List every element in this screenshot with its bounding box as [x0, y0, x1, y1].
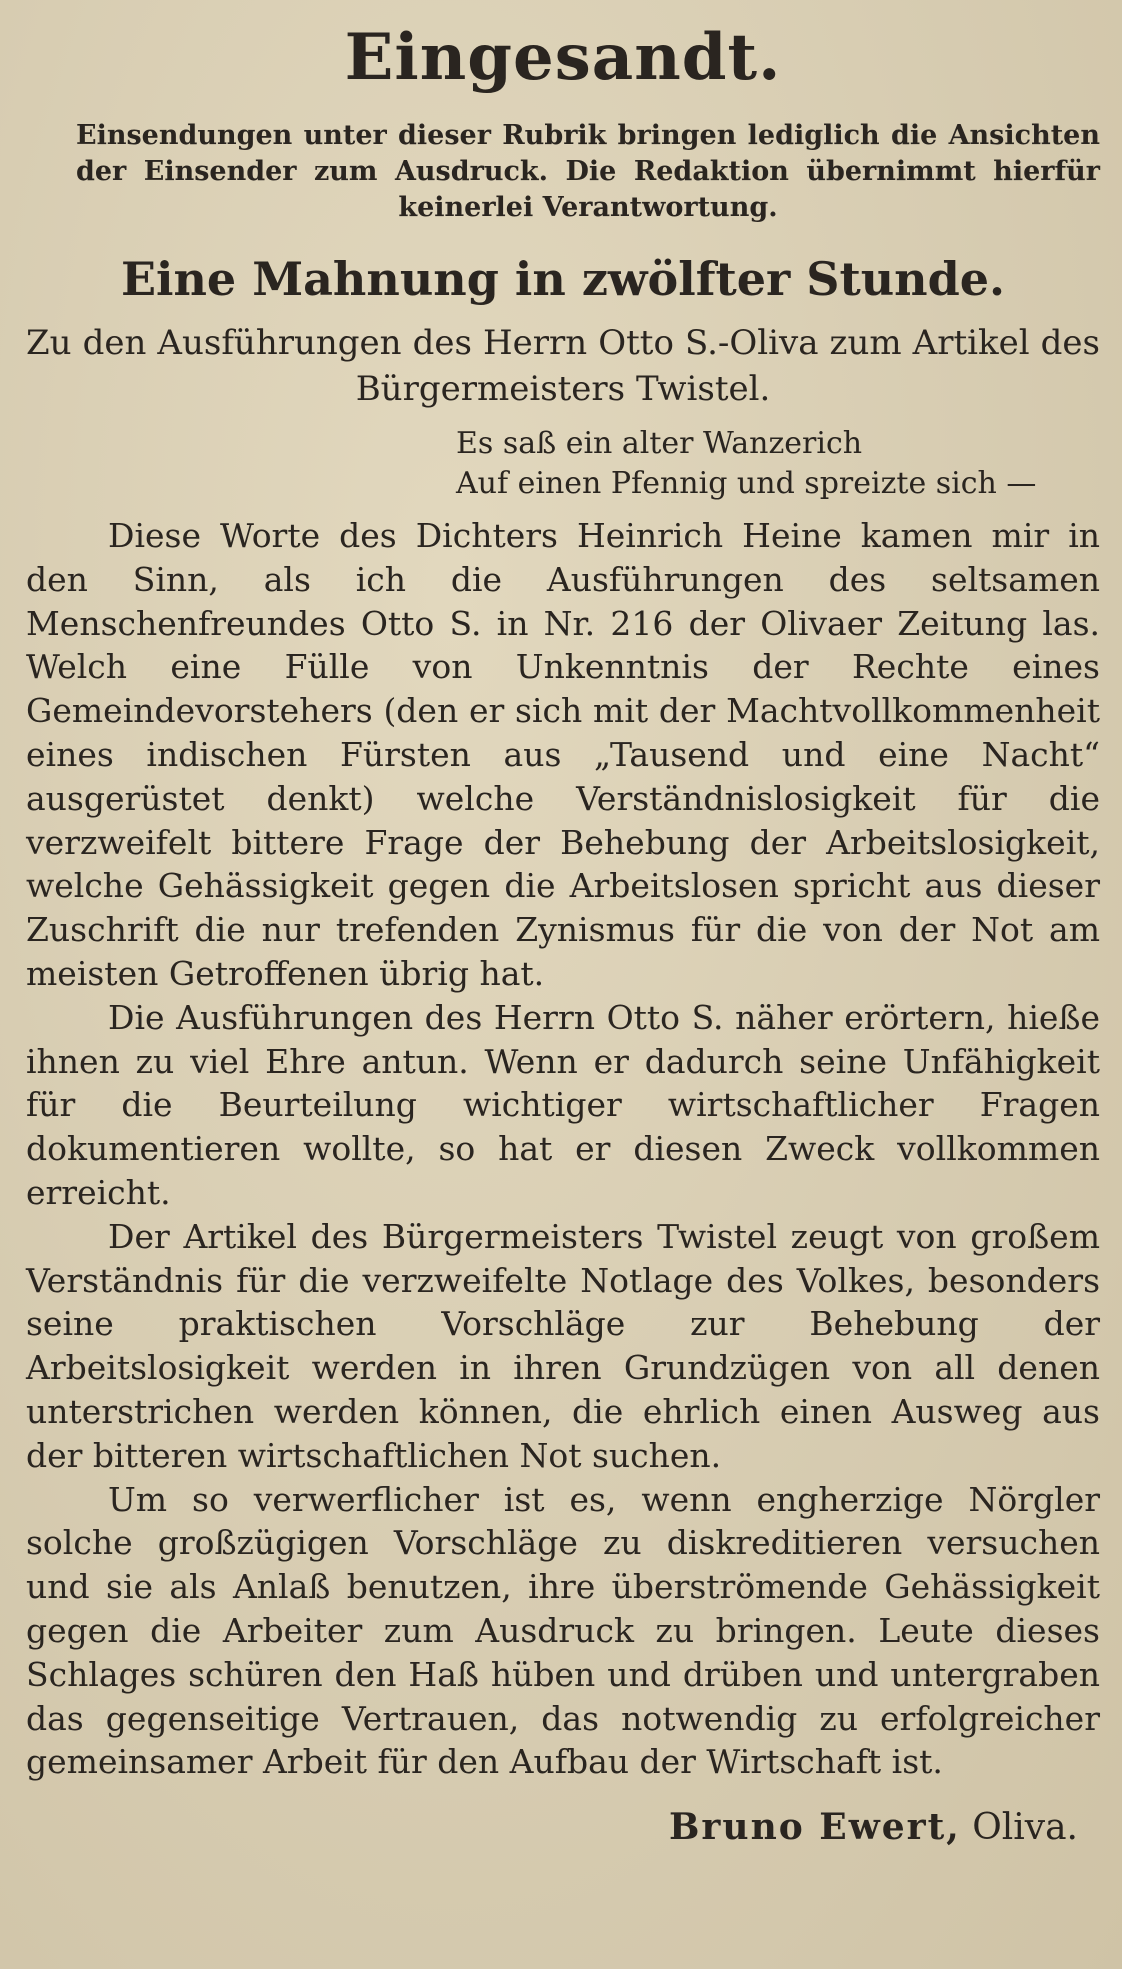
author-name: Bruno Ewert,	[669, 1806, 961, 1849]
article-subtitle: Zu den Ausführungen des Herrn Otto S.-Oliva zum Artikel des Bürgermeisters Twistel.	[26, 323, 1100, 409]
paragraph: Diese Worte des Dichters Heinrich Heine kamen mir in den Sinn, als ich die Ausführungen des seltsamen Menschenfreundes Otto S. in Nr. 216 der Olivaer Zeitung las. Welch eine Fülle von Unkenntnis der Rechte eines Gemeindevorstehers (den er sich mit der Machtvollkommenheit eines indischen Fürsten aus „Tausend und eine Nacht“ ausgerüstet denkt) welche Verständnislosigkeit für die verzweifelt bittere Frage der Behebung der Arbeitslosigkeit, welche Gehässigkeit gegen die Arbeitslosen spricht aus dieser Zuschrift die nur trefenden Zynismus für die von der Not am meisten Getroffenen übrig hat.	[26, 516, 1100, 993]
editorial-disclaimer: Einsendungen unter dieser Rubrik bringen lediglich die Ansichten der Einsender zum Ausdruck. Die Redaktion übernimmt hierfür keinerlei Verantwortung.	[76, 120, 1100, 223]
section-heading: Eingesandt.	[344, 20, 782, 95]
verse-line: Auf einen Pfennig und spreizte sich —	[456, 466, 1037, 501]
verse-quote	[456, 424, 1100, 504]
paragraph: Die Ausführungen des Herrn Otto S. näher erörtern, hieße ihnen zu viel Ehre antun. Wenn er dadurch seine Unfähigkeit für die Beurteilung wichtiger wirtschaftlicher Fragen dokumentieren wollte, so hat er diesen Zweck vollkommen erreicht.	[26, 997, 1100, 1212]
paragraph: Um so verwerflicher ist es, wenn engherzige Nörgler solche großzügigen Vorschläge zu diskreditieren versuchen und sie als Anlaß benutzen, ihre überströmende Gehässigkeit gegen die Arbeiter zum Ausdruck zu bringen. Leute dieses Schlages schüren den Haß hüben und drüben und untergraben das gegenseitige Vertrauen, das notwendig zu erfolgreicher gemeinsamer Arbeit für den Aufbau der Wirtschaft ist.	[26, 1479, 1100, 1782]
article-body	[26, 514, 1100, 1784]
signature	[26, 1802, 1078, 1853]
paragraph: Der Artikel des Bürgermeisters Twistel zeugt von großem Verständnis für die verzweifelte Notlage des Volkes, besonders seine praktischen Vorschläge zur Behebung der Arbeitslosigkeit werden in ihren Grundzügen von all denen unterstrichen werden können, die ehrlich einen Ausweg aus der bitteren wirtschaftlichen Not suchen.	[26, 1216, 1100, 1475]
author-place: Oliva.	[972, 1807, 1078, 1849]
article-title: Eine Mahnung in zwölfter Stunde.	[120, 252, 1006, 306]
verse-line: Es saß ein alter Wanzerich	[456, 426, 863, 461]
